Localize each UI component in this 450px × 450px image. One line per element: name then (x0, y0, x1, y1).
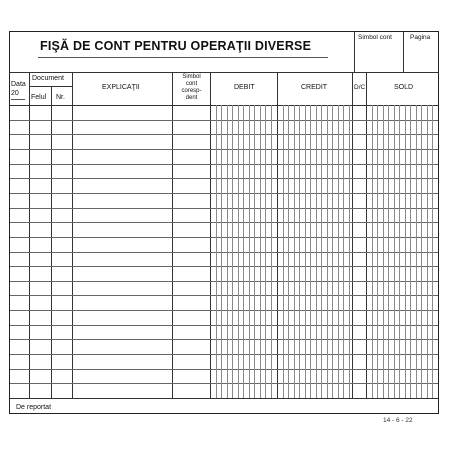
digit-column-line (410, 105, 411, 398)
account-symbol-field[interactable] (355, 42, 402, 71)
form-title: FIŞĂ DE CONT PENTRU OPERAŢII DIVERSE (40, 39, 312, 53)
column-account-symbol-4: dent (185, 95, 198, 101)
digit-column-line (321, 105, 322, 398)
digit-column-line (316, 105, 317, 398)
digit-column-line (388, 105, 389, 398)
column-date: Data (11, 81, 26, 88)
digit-column-line (327, 105, 328, 398)
column-account-symbol-2: cont (185, 81, 198, 87)
digit-column-line (260, 105, 261, 398)
digit-column-line (294, 105, 295, 398)
table-row[interactable] (10, 281, 438, 282)
column-dc: D/C (354, 84, 366, 91)
digit-column-line (421, 105, 422, 398)
digit-column-line (338, 105, 339, 398)
table-row[interactable] (10, 164, 438, 165)
table-row[interactable] (10, 383, 438, 384)
digit-column-line (399, 105, 400, 398)
page-number-label: Pagina (410, 34, 431, 41)
column-debit: DEBIT (234, 84, 255, 91)
table-row[interactable] (10, 149, 438, 150)
digit-column-line (216, 105, 217, 398)
digit-column-line (432, 105, 433, 398)
digit-column-line (249, 105, 250, 398)
digit-column-line (227, 105, 228, 398)
digit-column-line (427, 105, 428, 398)
digit-column-line (377, 105, 378, 398)
table-row[interactable] (10, 295, 438, 296)
digit-column-line (271, 105, 272, 398)
digit-column-line (405, 105, 406, 398)
col-line (51, 86, 52, 398)
digit-column-line (288, 105, 289, 398)
table-row[interactable] (10, 325, 438, 326)
table-row[interactable] (10, 354, 438, 355)
column-year: 20 (11, 90, 19, 97)
digit-column-line (232, 105, 233, 398)
column-credit: CREDIT (301, 84, 328, 91)
table-row[interactable] (10, 120, 438, 121)
column-felul: Felul (31, 94, 47, 101)
table-row[interactable] (10, 134, 438, 135)
digit-column-line (416, 105, 417, 398)
year-underline (11, 99, 25, 100)
table-row[interactable] (10, 237, 438, 238)
digit-column-line (332, 105, 333, 398)
digit-column-line (254, 105, 255, 398)
account-sheet-form (9, 31, 439, 414)
page-number-field[interactable] (404, 42, 439, 71)
digit-column-line (310, 105, 311, 398)
digit-column-line (283, 105, 284, 398)
form-code: 14 - 6 - 22 (383, 417, 413, 424)
table-row[interactable] (10, 178, 438, 179)
column-document: Document (32, 75, 64, 82)
table-row[interactable] (10, 252, 438, 253)
digit-column-line (305, 105, 306, 398)
column-explicatii: EXPLICAŢII (102, 84, 140, 91)
column-header-separator (10, 105, 438, 106)
table-row[interactable] (10, 208, 438, 209)
account-symbol-label: Simbol cont (358, 34, 392, 41)
column-nr: Nr. (56, 94, 65, 101)
footer-separator (10, 398, 438, 399)
digit-column-line (299, 105, 300, 398)
digit-column-line (394, 105, 395, 398)
digit-column-line (265, 105, 266, 398)
digit-column-line (343, 105, 344, 398)
digit-column-line (221, 105, 222, 398)
table-row[interactable] (10, 339, 438, 340)
header-separator (10, 72, 438, 73)
carry-forward-label: De reportat (16, 404, 52, 411)
digit-column-line (383, 105, 384, 398)
digit-column-line (238, 105, 239, 398)
column-account-symbol: Simbol (182, 74, 201, 80)
table-row[interactable] (10, 266, 438, 267)
column-sold: SOLD (394, 84, 414, 91)
digit-column-line (243, 105, 244, 398)
title-underline (38, 57, 328, 58)
table-row[interactable] (10, 310, 438, 311)
column-account-symbol-3: coresp- (181, 88, 202, 94)
digit-column-line (372, 105, 373, 398)
table-row[interactable] (10, 369, 438, 370)
table-row[interactable] (10, 222, 438, 223)
digit-column-line (349, 105, 350, 398)
table-row[interactable] (10, 193, 438, 194)
